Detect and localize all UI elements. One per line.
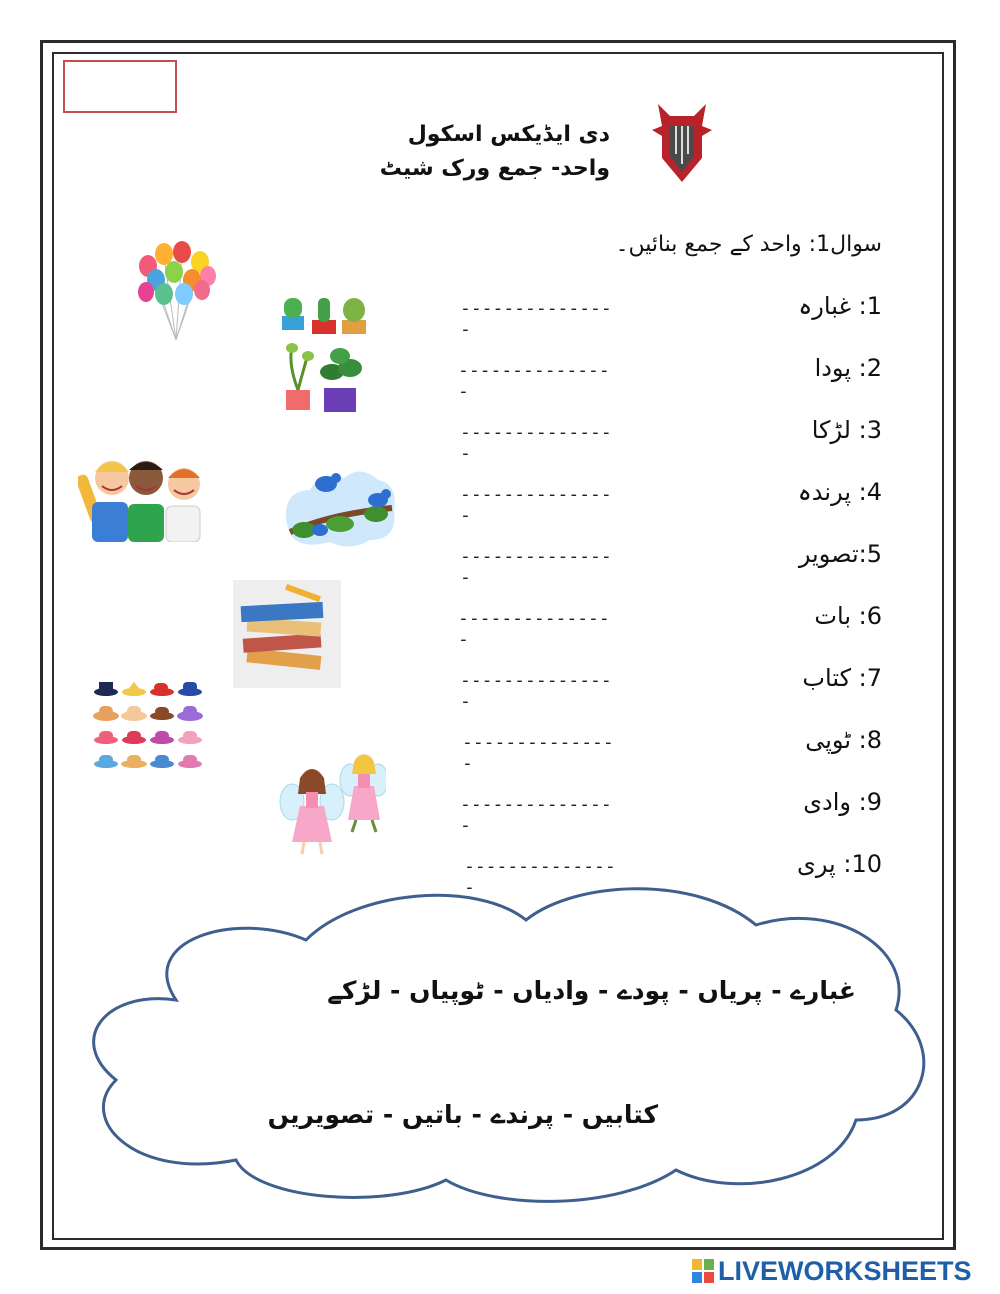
liveworksheets-emblem-icon [692,1259,714,1283]
item-label: 5:تصویر [798,540,882,568]
item-label: 6: بات [814,602,882,630]
item-label: 10: پری [797,850,882,878]
plants-icon [278,294,370,416]
answer-blank[interactable]: --------------- [460,484,612,526]
balloons-icon [134,236,218,346]
answer-blank[interactable]: --------------- [462,732,614,774]
answer-blank[interactable]: --------------- [460,546,612,588]
question-prompt: سوال1: واحد کے جمع بنائیں۔ [615,232,882,257]
liveworksheets-logo[interactable] [692,1256,972,1286]
item-label: 8: ٹوپی [805,726,882,754]
answer-blank[interactable]: --------------- [460,794,612,836]
answer-blank[interactable]: --------------- [460,298,612,340]
item-label: 4: پرندہ [797,478,882,506]
item-label: 1: غبارہ [798,292,882,320]
answer-blank[interactable]: --------------- [464,856,616,898]
books-icon [233,580,341,688]
word-bank-cloud [76,880,926,1210]
school-name: دی ایڈیکس اسکول [407,122,610,147]
answer-blank[interactable]: --------------- [458,360,610,402]
answer-blank[interactable]: --------------- [460,422,612,464]
item-label: 7: کتاب [802,664,882,692]
item-label: 2: پودا [814,354,882,382]
boys-icon [78,446,212,542]
worksheet-header [360,118,610,186]
answer-blank[interactable]: --------------- [458,608,610,650]
hats-icon [90,680,206,772]
worksheet-title: واحد- جمع ورک شیٹ [379,156,610,181]
word-bank-line-1: غبارے - پریاں - پودے - وادیاں - ٹوپیاں - لڑکے [327,976,856,1005]
name-box[interactable] [63,60,177,113]
birds-icon [280,460,400,554]
word-bank-line-2: کتابیں - پرندے - باتیں - تصویریں [267,1100,658,1129]
answer-blank[interactable]: --------------- [460,670,612,712]
item-label: 3: لڑکا [811,416,882,444]
fairies-icon [274,750,386,860]
school-logo-icon [640,96,724,188]
item-label: 9: وادی [803,788,882,816]
brand-text: LIVEWORKSHEETS [718,1255,972,1286]
